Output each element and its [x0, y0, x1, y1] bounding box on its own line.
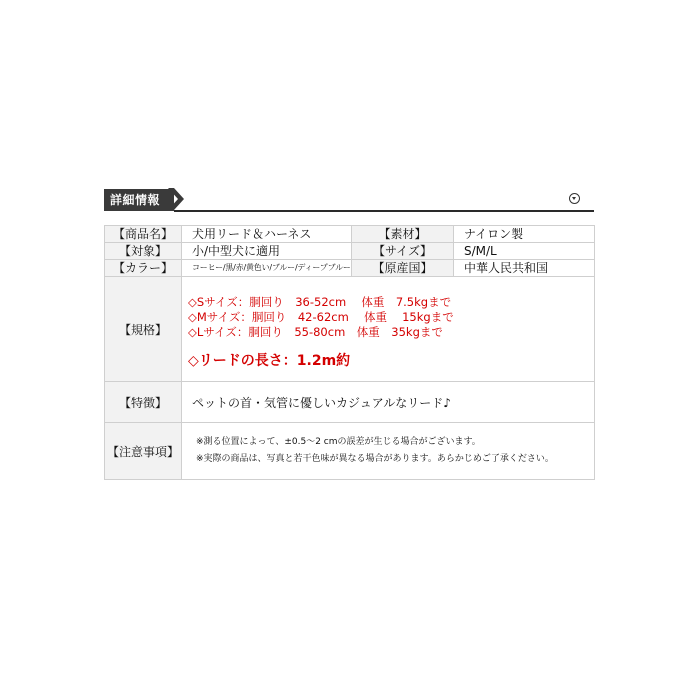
table-row: [105, 277, 595, 382]
label-material: 【素材】: [352, 226, 454, 243]
note-line-1: ※測る位置によって、±0.5～2 cmの誤差が生じる場合がございます。: [196, 437, 481, 447]
lead-length: ◇リードの長さ：1.2m約: [188, 353, 351, 369]
value-size: S/M/L: [454, 243, 595, 260]
notes-content: [182, 423, 595, 480]
label-target: 【対象】: [105, 243, 182, 260]
section-header: [104, 189, 594, 213]
header-chevron-decoration: [168, 188, 188, 212]
table-row: [105, 243, 595, 260]
note-line-2: ※実際の商品は、写真と若干色味が異なる場合があります。あらかじめご了承ください。: [196, 454, 554, 464]
value-target: 小/中型犬に適用: [182, 243, 352, 260]
table-row: [105, 226, 595, 243]
value-color: コーヒー/黒/赤/黄色い/ブルー/ディープブルー: [182, 260, 352, 277]
section-title: 詳細情報: [104, 189, 174, 211]
table-row: [105, 382, 595, 423]
spec-table: [104, 225, 595, 480]
label-product-name: 【商品名】: [105, 226, 182, 243]
label-spec: 【規格】: [105, 277, 182, 382]
label-notes: 【注意事項】: [105, 423, 182, 480]
label-origin: 【原産国】: [352, 260, 454, 277]
chevron-down-icon[interactable]: [569, 193, 580, 204]
value-material: ナイロン製: [454, 226, 595, 243]
table-row: [105, 260, 595, 277]
label-size: 【サイズ】: [352, 243, 454, 260]
header-underline: [174, 210, 594, 212]
value-product-name: 犬用リード＆ハーネス: [182, 226, 352, 243]
spec-line-s: ◇Sサイズ：胴回り 36-52cm 体重 7.5kgまで: [188, 295, 452, 309]
table-row: [105, 423, 595, 480]
spec-content: [182, 277, 595, 382]
feature-text: ペットの首・気管に優しいカジュアルなリード♪: [182, 382, 595, 423]
label-color: 【カラー】: [105, 260, 182, 277]
spec-line-m: ◇Mサイズ：胴回り 42-62cm 体重 15kgまで: [188, 310, 454, 324]
spec-line-l: ◇Lサイズ：胴回り 55-80cm 体重 35kgまで: [188, 325, 443, 339]
value-origin: 中華人民共和国: [454, 260, 595, 277]
label-feature: 【特徴】: [105, 382, 182, 423]
